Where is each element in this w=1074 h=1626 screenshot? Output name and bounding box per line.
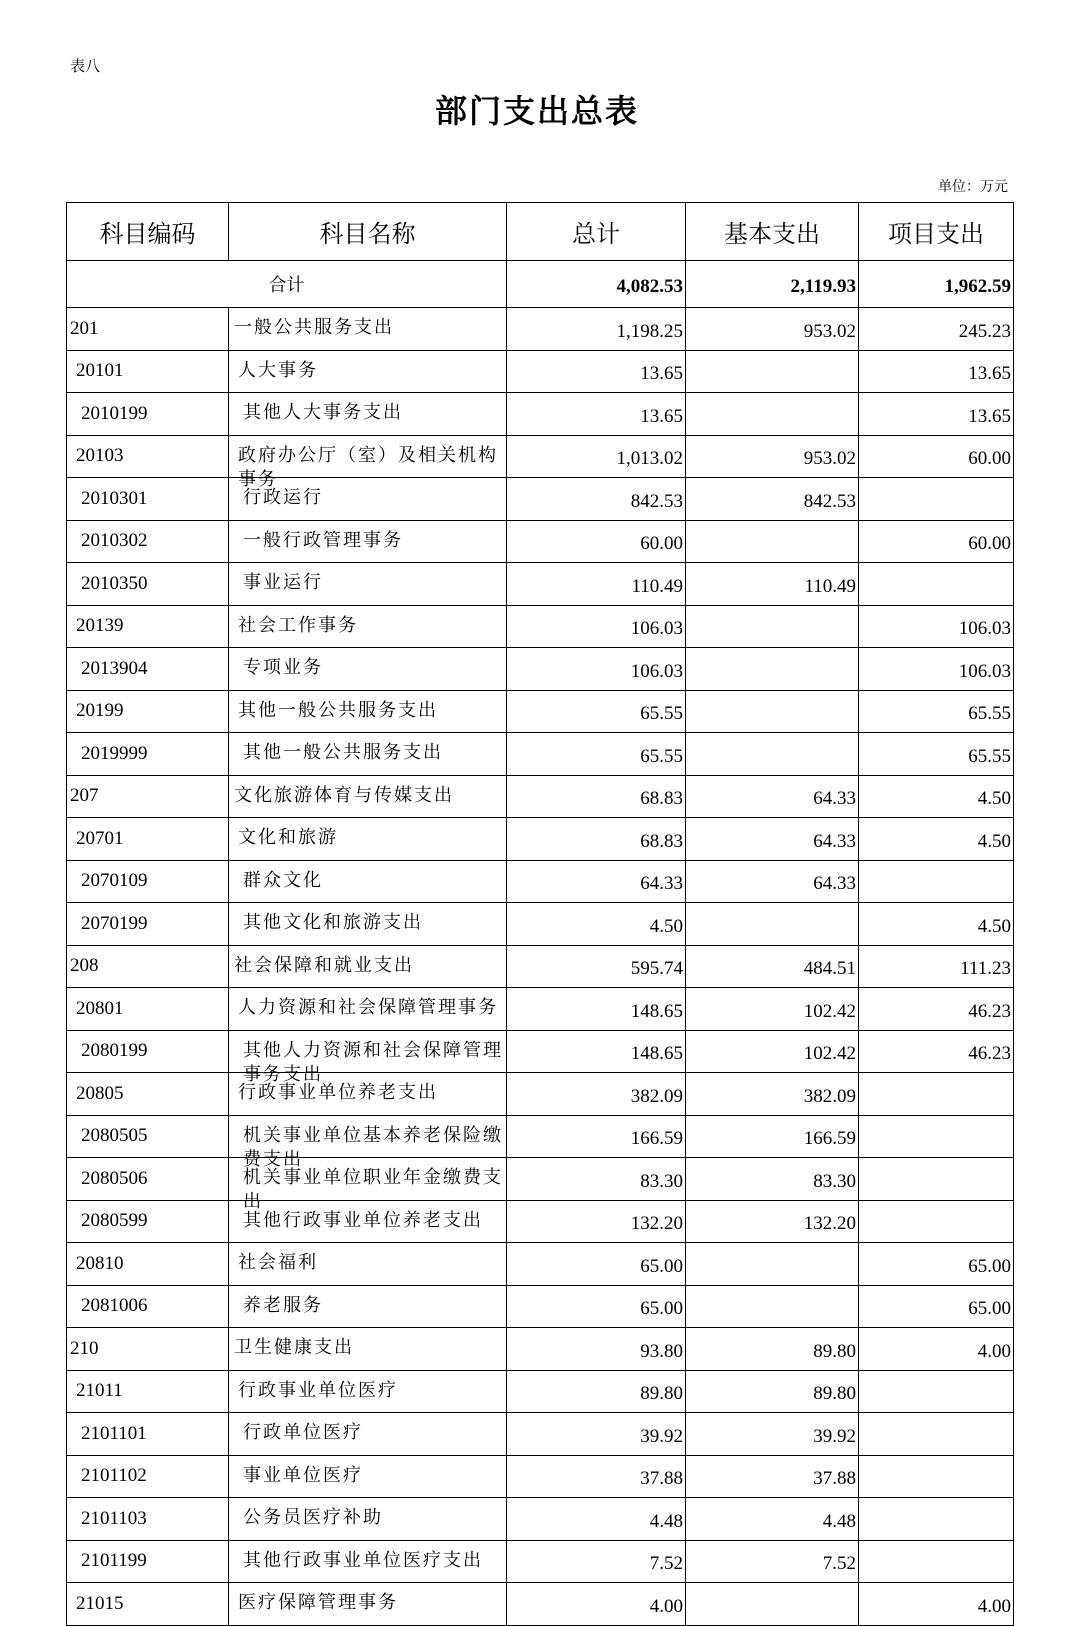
row-total: 65.00 [507, 1243, 686, 1286]
row-name-text: 其他行政事业单位养老支出 [243, 1209, 483, 1231]
row-project: 13.65 [859, 393, 1014, 436]
row-basic: 37.88 [686, 1455, 859, 1498]
row-basic [686, 1285, 859, 1328]
row-name [229, 690, 507, 733]
row-total: 1,198.25 [507, 308, 686, 351]
row-code: 21015 [67, 1583, 229, 1626]
row-total: 68.83 [507, 775, 686, 818]
header-code: 科目编码 [67, 203, 229, 261]
row-total: 148.65 [507, 1030, 686, 1073]
row-project: 13.65 [859, 350, 1014, 393]
row-project [859, 1413, 1014, 1456]
row-project [859, 1200, 1014, 1243]
row-total: 4.48 [507, 1498, 686, 1541]
table-row [67, 690, 1014, 733]
table-row [67, 648, 1014, 691]
row-name [229, 350, 507, 393]
row-basic: 166.59 [686, 1115, 859, 1158]
row-total: 60.00 [507, 520, 686, 563]
table-row [67, 563, 1014, 606]
row-name [229, 520, 507, 563]
row-code: 20103 [67, 435, 229, 478]
row-name-text: 养老服务 [243, 1294, 323, 1316]
table-row [67, 1370, 1014, 1413]
row-name-text: 专项业务 [243, 657, 323, 679]
row-code: 20810 [67, 1243, 229, 1286]
row-project: 4.50 [859, 903, 1014, 946]
row-basic: 7.52 [686, 1540, 859, 1583]
row-name [229, 988, 507, 1031]
row-code: 2080599 [67, 1200, 229, 1243]
row-total: 37.88 [507, 1455, 686, 1498]
row-total: 65.00 [507, 1285, 686, 1328]
row-name-text: 一般公共服务支出 [234, 317, 394, 339]
row-code: 2070199 [67, 903, 229, 946]
row-project [859, 563, 1014, 606]
table-row [67, 988, 1014, 1031]
row-name-text: 文化和旅游 [238, 827, 338, 849]
row-total: 83.30 [507, 1158, 686, 1201]
table-row [67, 733, 1014, 776]
row-total: 39.92 [507, 1413, 686, 1456]
row-total: 382.09 [507, 1073, 686, 1116]
row-name-text: 其他人力资源和社会保障管理事务支出 [243, 1039, 503, 1085]
row-basic [686, 648, 859, 691]
row-basic [686, 520, 859, 563]
row-project: 245.23 [859, 308, 1014, 351]
row-basic: 484.51 [686, 945, 859, 988]
row-name-text: 卫生健康支出 [234, 1337, 354, 1359]
row-code: 207 [67, 775, 229, 818]
row-project [859, 1498, 1014, 1541]
row-code: 2101103 [67, 1498, 229, 1541]
row-name [229, 563, 507, 606]
row-code: 20801 [67, 988, 229, 1031]
table-row [67, 1073, 1014, 1116]
row-name-text: 行政运行 [243, 487, 323, 509]
row-basic: 132.20 [686, 1200, 859, 1243]
row-total: 110.49 [507, 563, 686, 606]
row-project: 111.23 [859, 945, 1014, 988]
row-name [229, 1498, 507, 1541]
row-basic: 953.02 [686, 435, 859, 478]
table-row [67, 1158, 1014, 1201]
header-total: 总计 [507, 203, 686, 261]
row-total: 89.80 [507, 1370, 686, 1413]
unit-label: 单位：万元 [938, 179, 1008, 195]
row-name [229, 1540, 507, 1583]
row-basic [686, 605, 859, 648]
row-project [859, 1073, 1014, 1116]
row-project [859, 1115, 1014, 1158]
row-code: 2101102 [67, 1455, 229, 1498]
total-row [67, 261, 1014, 308]
row-code: 2080505 [67, 1115, 229, 1158]
row-name [229, 1455, 507, 1498]
table-label: 表八 [70, 57, 101, 75]
row-code: 2101199 [67, 1540, 229, 1583]
row-project [859, 1540, 1014, 1583]
row-project: 65.00 [859, 1243, 1014, 1286]
row-project: 65.55 [859, 733, 1014, 776]
row-code: 2101101 [67, 1413, 229, 1456]
row-total: 166.59 [507, 1115, 686, 1158]
row-project [859, 860, 1014, 903]
row-code: 21011 [67, 1370, 229, 1413]
header-name: 科目名称 [229, 203, 507, 261]
row-code: 20101 [67, 350, 229, 393]
row-name [229, 1030, 507, 1085]
row-code: 20805 [67, 1073, 229, 1116]
row-name-text: 其他一般公共服务支出 [243, 742, 443, 764]
row-project [859, 1370, 1014, 1413]
row-total: 106.03 [507, 605, 686, 648]
table-row [67, 393, 1014, 436]
expenditure-table [66, 202, 1014, 1626]
row-project [859, 478, 1014, 521]
row-total: 65.55 [507, 690, 686, 733]
row-project: 106.03 [859, 605, 1014, 648]
row-total: 106.03 [507, 648, 686, 691]
row-name-text: 文化旅游体育与传媒支出 [234, 784, 454, 806]
row-name-text: 行政单位医疗 [243, 1422, 363, 1444]
row-total: 13.65 [507, 393, 686, 436]
row-total: 842.53 [507, 478, 686, 521]
row-code: 2010301 [67, 478, 229, 521]
row-code: 2010302 [67, 520, 229, 563]
page-title: 部门支出总表 [434, 92, 639, 130]
row-name [229, 393, 507, 436]
row-total: 595.74 [507, 945, 686, 988]
row-project: 65.00 [859, 1285, 1014, 1328]
row-name [229, 733, 507, 776]
table-row [67, 1498, 1014, 1541]
row-name-text: 其他一般公共服务支出 [238, 699, 438, 721]
row-code: 20199 [67, 690, 229, 733]
table-row [67, 1285, 1014, 1328]
row-name-text: 其他行政事业单位医疗支出 [243, 1549, 483, 1571]
row-total: 64.33 [507, 860, 686, 903]
table-row [67, 775, 1014, 818]
row-name-text: 行政事业单位养老支出 [238, 1082, 438, 1104]
row-basic [686, 733, 859, 776]
row-code: 20701 [67, 818, 229, 861]
total-basic: 2,119.93 [686, 261, 859, 308]
table-row [67, 1328, 1014, 1371]
table-row [67, 1200, 1014, 1243]
row-code: 20139 [67, 605, 229, 648]
total-label: 合计 [67, 261, 507, 308]
row-total: 93.80 [507, 1328, 686, 1371]
table-row [67, 1115, 1014, 1158]
row-name-text: 社会工作事务 [238, 614, 358, 636]
row-basic: 102.42 [686, 1030, 859, 1073]
row-total: 13.65 [507, 350, 686, 393]
row-name [229, 818, 507, 861]
row-name-text: 社会保障和就业支出 [234, 954, 414, 976]
row-name-text: 群众文化 [243, 869, 323, 891]
row-basic: 64.33 [686, 860, 859, 903]
row-name-text: 社会福利 [238, 1252, 318, 1274]
table-row [67, 945, 1014, 988]
row-name-text: 其他文化和旅游支出 [243, 912, 423, 934]
table-row [67, 308, 1014, 351]
table-row [67, 903, 1014, 946]
table-row [67, 1455, 1014, 1498]
row-name-text: 公务员医疗补助 [243, 1507, 383, 1529]
row-name-text: 一般行政管理事务 [243, 529, 403, 551]
row-name [229, 1115, 507, 1170]
row-basic [686, 1243, 859, 1286]
row-name [229, 435, 507, 490]
row-basic: 89.80 [686, 1370, 859, 1413]
row-project: 65.55 [859, 690, 1014, 733]
table-header-row [67, 203, 1014, 261]
table-row [67, 1030, 1014, 1073]
total-amount: 4,082.53 [507, 261, 686, 308]
row-code: 2019999 [67, 733, 229, 776]
row-name [229, 1370, 507, 1413]
row-name [229, 1413, 507, 1456]
table-row [67, 1540, 1014, 1583]
row-code: 2013904 [67, 648, 229, 691]
row-basic [686, 393, 859, 436]
row-total: 7.52 [507, 1540, 686, 1583]
row-project: 46.23 [859, 1030, 1014, 1073]
row-project: 4.00 [859, 1328, 1014, 1371]
row-code: 2070109 [67, 860, 229, 903]
row-name-text: 行政事业单位医疗 [238, 1379, 398, 1401]
table-row [67, 860, 1014, 903]
table-row [67, 435, 1014, 478]
row-basic: 64.33 [686, 775, 859, 818]
table-row [67, 478, 1014, 521]
row-name-text: 政府办公厅（室）及相关机构事务 [238, 444, 498, 490]
row-basic: 83.30 [686, 1158, 859, 1201]
row-total: 1,013.02 [507, 435, 686, 478]
row-code: 208 [67, 945, 229, 988]
table-row [67, 1243, 1014, 1286]
row-name [229, 775, 507, 818]
row-basic: 382.09 [686, 1073, 859, 1116]
row-name [229, 860, 507, 903]
row-basic [686, 1583, 859, 1626]
row-name [229, 1200, 507, 1243]
row-total: 4.50 [507, 903, 686, 946]
row-total: 132.20 [507, 1200, 686, 1243]
row-name [229, 648, 507, 691]
row-basic [686, 690, 859, 733]
row-code: 2010350 [67, 563, 229, 606]
row-project: 4.50 [859, 818, 1014, 861]
row-code: 2080199 [67, 1030, 229, 1073]
row-code: 2080506 [67, 1158, 229, 1201]
row-project: 106.03 [859, 648, 1014, 691]
row-basic: 953.02 [686, 308, 859, 351]
table-row [67, 1583, 1014, 1626]
row-name-text: 机关事业单位职业年金缴费支出 [243, 1167, 503, 1213]
header-project: 项目支出 [859, 203, 1014, 261]
row-basic [686, 903, 859, 946]
row-name-text: 事业单位医疗 [243, 1464, 363, 1486]
total-project: 1,962.59 [859, 261, 1014, 308]
row-project: 60.00 [859, 435, 1014, 478]
table-row [67, 350, 1014, 393]
row-basic: 4.48 [686, 1498, 859, 1541]
row-basic: 89.80 [686, 1328, 859, 1371]
row-name-text: 人大事务 [238, 359, 318, 381]
row-total: 148.65 [507, 988, 686, 1031]
row-basic [686, 350, 859, 393]
row-code: 201 [67, 308, 229, 351]
row-project: 46.23 [859, 988, 1014, 1031]
row-name-text: 事业运行 [243, 572, 323, 594]
row-name [229, 1285, 507, 1328]
row-project [859, 1158, 1014, 1201]
row-project: 4.00 [859, 1583, 1014, 1626]
row-name [229, 945, 507, 988]
row-basic: 102.42 [686, 988, 859, 1031]
row-name-text: 其他人大事务支出 [243, 402, 403, 424]
row-name-text: 医疗保障管理事务 [238, 1592, 398, 1614]
row-total: 68.83 [507, 818, 686, 861]
row-name-text: 机关事业单位基本养老保险缴费支出 [243, 1124, 503, 1170]
row-name [229, 903, 507, 946]
row-name [229, 308, 507, 351]
table-row [67, 818, 1014, 861]
table-row [67, 520, 1014, 563]
row-name-text: 人力资源和社会保障管理事务 [238, 997, 498, 1019]
row-code: 2010199 [67, 393, 229, 436]
header-basic: 基本支出 [686, 203, 859, 261]
row-project: 60.00 [859, 520, 1014, 563]
row-code: 210 [67, 1328, 229, 1371]
row-name [229, 1328, 507, 1371]
row-total: 4.00 [507, 1583, 686, 1626]
table-row [67, 1413, 1014, 1456]
table-row [67, 605, 1014, 648]
row-basic: 842.53 [686, 478, 859, 521]
row-name [229, 605, 507, 648]
row-project [859, 1455, 1014, 1498]
row-name [229, 1583, 507, 1626]
row-basic: 39.92 [686, 1413, 859, 1456]
row-name [229, 1243, 507, 1286]
row-total: 65.55 [507, 733, 686, 776]
row-basic: 64.33 [686, 818, 859, 861]
row-code: 2081006 [67, 1285, 229, 1328]
row-basic: 110.49 [686, 563, 859, 606]
row-project: 4.50 [859, 775, 1014, 818]
